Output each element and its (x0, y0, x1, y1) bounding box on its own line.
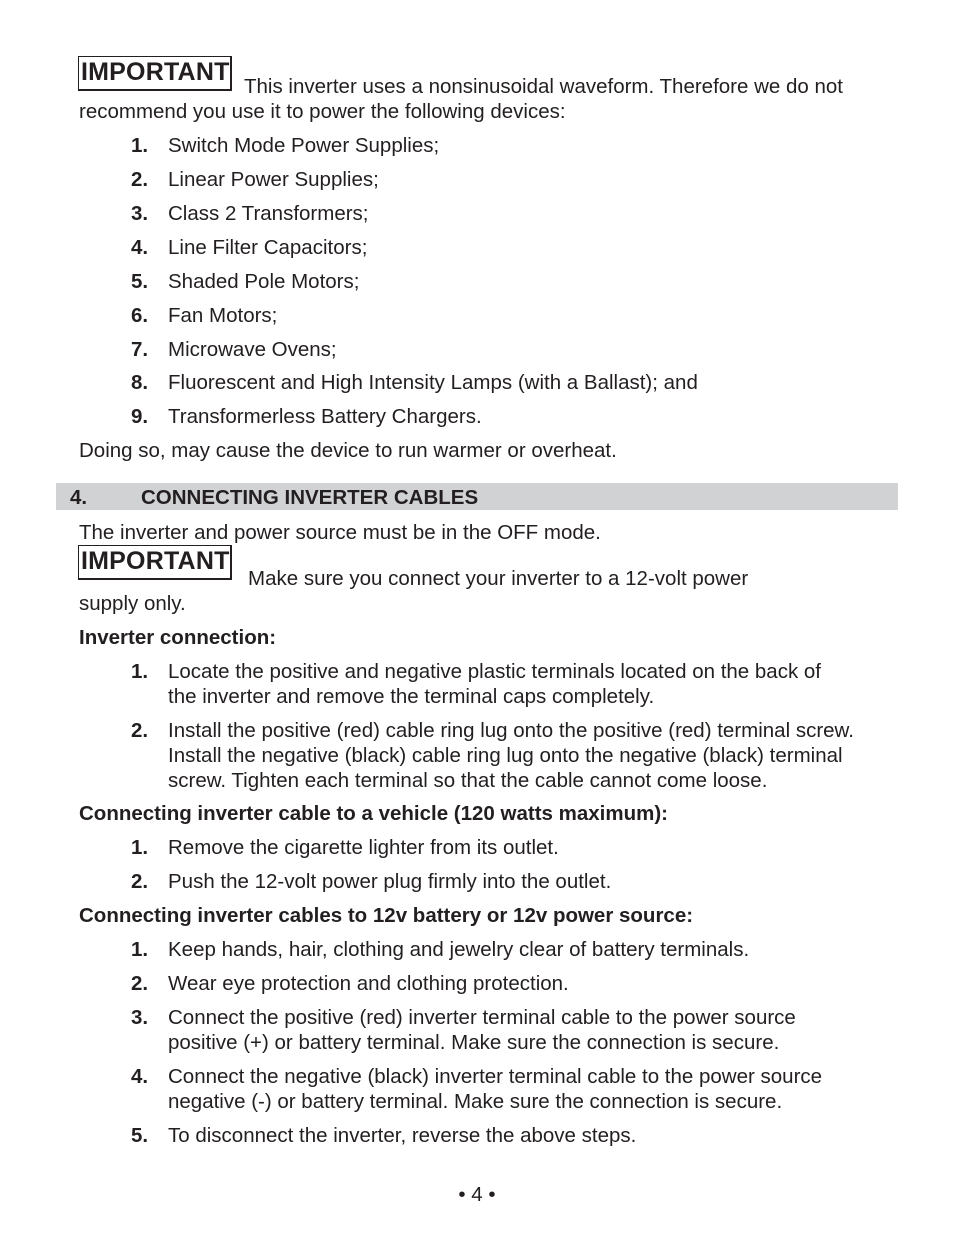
inverter-connection-heading: Inverter connection: (79, 626, 277, 649)
important2-line-2: supply only. (79, 592, 186, 615)
vehicle-connection-heading: Connecting inverter cable to a vehicle (120 watts maximum): (79, 802, 668, 825)
page-number: • 4 • (458, 1183, 496, 1206)
manual-page: IMPORTANT This inverter uses a nonsinusoidal waveform. Therefore we do not recommend you use it to power the following devices: 1. Switch Mode Power Supplies; 2. Linear Power Supplies; 3. Class 2 Transformers; 4. Line Filter Capacitors; 5. Shaded Pole Motors; 6. Fan Motors; 7. Microwave Ovens; 8. Fluorescent and High Intensity Lamps (with a Ballast); and 9. Transformerless Battery Chargers. Doing so, may cause the device to run warmer or overheat. 4. CONNECTING INVERTER CABLES The inverter and power source must be in the OFF mode. IMPORTANT Make sure you connect your inverter to a 12-volt power supply only. Inverter connection: 1. Locate the positive and negative plastic terminals located on the back of the inverter and remove the terminal caps completely. 2. Install the positive (red) cable ring lug onto the positive (red) terminal screw. Install the negative (black) cable ring lug onto the negative (black) terminal screw. Tighten each terminal so that the cable cannot come loose. Connecting inverter cable to a vehicle (120 watts maximum): 1. Remove the cigarette lighter from its outlet. 2. Push the 12-volt power plug firmly into the outlet. Connecting inverter cables to 12v battery or 12v power source: 1. Keep hands, hair, clothing and jewelry clear of battery terminals. 2. Wear eye protection and clothing protection. 3. Connect the positive (red) inverter terminal cable to the power source positive (+) or battery terminal. Make sure the connection is secure. 4. Connect the negative (black) inverter terminal cable to the power source negative (-) or battery terminal. Make sure the connection is secure. 5. To disconnect the inverter, reverse the above steps. • 4 • (0, 0, 954, 1235)
section-title: CONNECTING INVERTER CABLES (141, 486, 479, 509)
section-number: 4. (70, 486, 88, 509)
off-mode-note: The inverter and power source must be in the OFF mode. (79, 521, 601, 544)
important-label-2: IMPORTANT (78, 545, 232, 580)
important-label-1: IMPORTANT (78, 56, 232, 91)
intro-line-2: recommend you use it to power the following devices: (79, 100, 566, 123)
important2-line-1: Make sure you connect your inverter to a 12-volt power (248, 567, 749, 590)
intro-line-1: This inverter uses a nonsinusoidal waveform. Therefore we do not (244, 75, 843, 98)
overheat-warning: Doing so, may cause the device to run warmer or overheat. (79, 439, 617, 462)
battery-connection-heading: Connecting inverter cables to 12v battery or 12v power source: (79, 904, 694, 927)
